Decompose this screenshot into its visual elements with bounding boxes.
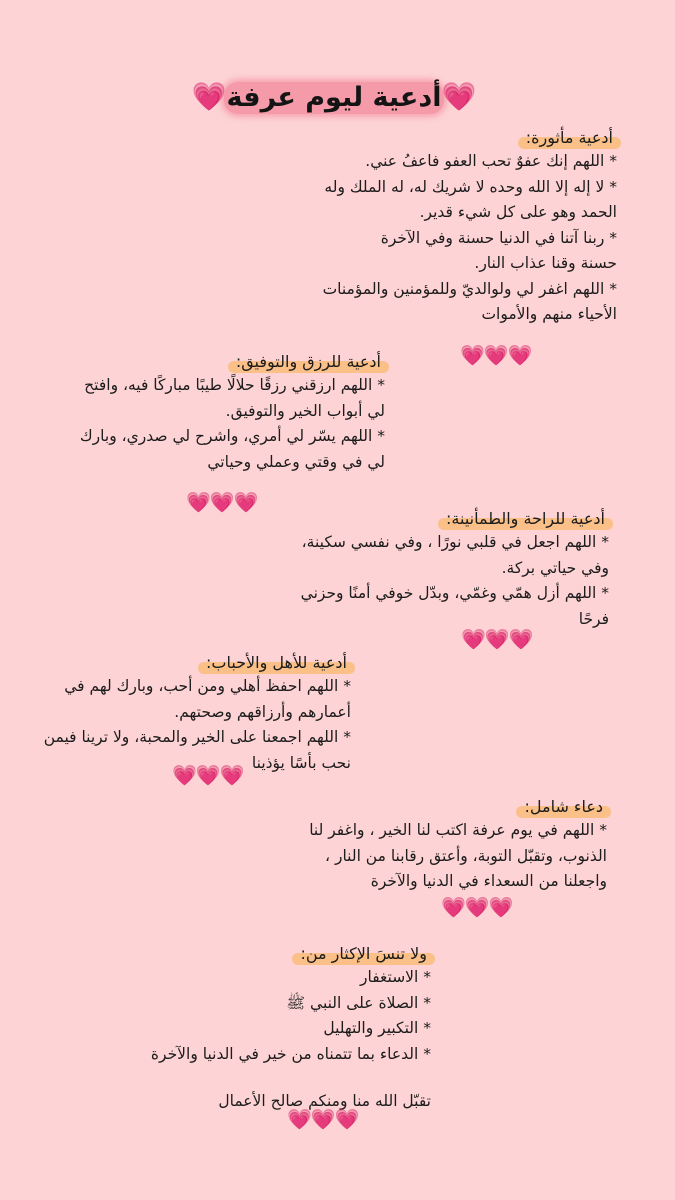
dua-line: الحمد وهو على كل شيء قدير.	[419, 203, 617, 221]
dua-line: الأحياء منهم والأموات	[481, 305, 617, 323]
pink-heart-icon: 💗	[441, 79, 477, 113]
dua-line: * اللهم اجمعنا على الخير والمحبة، ولا ترينا فيمن	[43, 728, 351, 746]
dua-line: حسنة وقنا عذاب النار.	[474, 254, 617, 272]
section-reminders	[151, 944, 431, 1115]
dua-line: فرحًا	[578, 609, 609, 628]
reminder-line: * التكبير والتهليل	[323, 1019, 431, 1037]
dua-line: * ربنا آتنا في الدنيا حسنة وفي الآخرة	[380, 228, 617, 247]
reminder-line: * الصلاة على النبي ﷺ	[286, 993, 431, 1012]
section-family-duas	[44, 653, 351, 776]
reminder-line: * الدعاء بما تتمناه من خير في الدنيا والآخرة	[150, 1044, 431, 1063]
dua-line: نحب بأسًا يؤذينا	[251, 753, 351, 772]
dua-line: * اللهم اغفر لي ولوالديّ وللمؤمنين والمؤمنات	[322, 279, 617, 298]
dua-line: * لا إله إلا الله وحده لا شريك له، له الملك وله	[324, 177, 617, 196]
dua-line: * اللهم اجعل في قلبي نورًا ، وفي نفسي سكينة،	[301, 533, 609, 551]
hearts-icon: 💗💗💗	[172, 763, 244, 787]
dua-line: لي أبواب الخير والتوفيق.	[225, 401, 385, 420]
section-heading: أدعية للأهل والأحباب:	[202, 653, 351, 672]
section-heading: أدعية للراحة والطمأنينة:	[442, 509, 609, 528]
dua-line: وفي حياتي بركة.	[501, 558, 609, 577]
dua-line: * اللهم أزل همّي وغمّي، وبدّل خوفي أمنًا وحزني	[300, 584, 609, 602]
hearts-icon: 💗💗💗	[287, 1107, 359, 1131]
hearts-icon: 💗💗💗	[461, 627, 533, 651]
section-comprehensive-dua	[309, 797, 607, 895]
section-heading: دعاء شامل:	[520, 797, 607, 816]
section-traditional-duas	[323, 128, 617, 328]
closing-prayer: تقبّل الله منا ومنكم صالح الأعمال	[218, 1092, 431, 1110]
dua-line: * اللهم في يوم عرفة اكتب لنا الخير ، واغفر لنا	[309, 821, 607, 839]
section-heading: أدعية مأثورة:	[522, 128, 617, 147]
dua-line: * اللهم احفظ أهلي ومن أحب، وبارك لهم في	[64, 677, 351, 695]
dua-line: أعمارهم وأرزاقهم وصحتهم.	[174, 702, 351, 721]
pink-heart-icon: 💗	[191, 79, 227, 113]
hearts-icon: 💗💗💗	[460, 343, 532, 367]
dua-line: واجعلنا من السعداء في الدنيا والآخرة	[370, 872, 607, 890]
section-provision-duas	[80, 352, 385, 475]
dua-line: الذنوب، وتقبّل التوبة، وأعتق رقابنا من النار ،	[325, 846, 607, 865]
title-text: أدعية ليوم عرفة	[226, 81, 442, 113]
page-title	[191, 74, 477, 118]
hearts-icon: 💗💗💗	[441, 895, 513, 919]
dua-line: * اللهم يسّر لي أمري، واشرح لي صدري، وبارك	[79, 427, 385, 445]
hearts-icon: 💗💗💗	[186, 490, 258, 514]
reminder-line: * الاستغفار	[359, 968, 431, 986]
section-peace-duas	[301, 509, 609, 632]
dua-line: * اللهم ارزقني رزقًا حلالًا طيبًا مباركًا فيه، وافتح	[84, 376, 385, 394]
section-heading: ولا تنسَ الإكثار من:	[296, 944, 431, 963]
section-heading: أدعية للرزق والتوفيق:	[232, 352, 385, 371]
dua-line: * اللهم إنك عفوٌ تحب العفو فاعفُ عني.	[365, 152, 617, 170]
dua-line: لي في وقتي وعملي وحياتي	[207, 452, 385, 471]
